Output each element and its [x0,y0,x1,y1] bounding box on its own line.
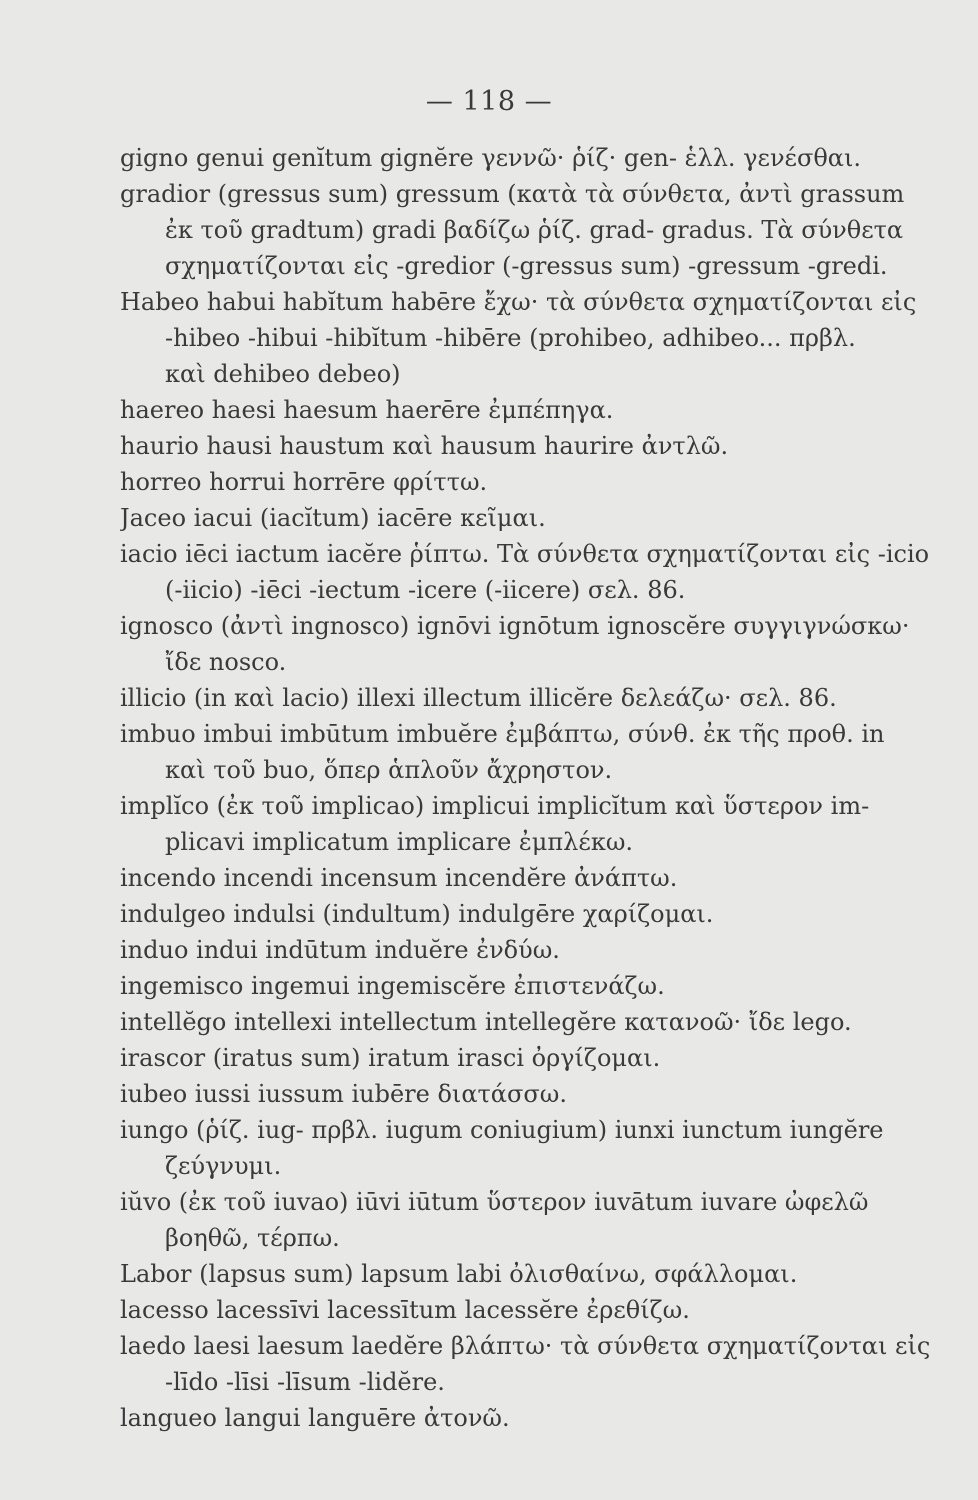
entry-line: gradior (gressus sum) gressum (κατὰ τὰ σύνθετα, ἀντὶ grassum [120,180,905,208]
entry-continuation-line: -līdo -līsi -līsum -lidĕre. [165,1368,445,1396]
entry-line: gigno genui genĭtum gignĕre γεννῶ· ῥίζ· gen- ἑλλ. γενέσθαι. [120,144,862,172]
entry-line: ignosco (ἀντὶ ingnosco) ignōvi ignōtum ignoscĕre συγγιγνώσκω· [120,612,910,640]
entry-line: iacio iēci iactum iacĕre ῥίπτω. Τὰ σύνθετα σχηματίζονται εἰς -icio [120,540,930,568]
entry-continuation-line: ζεύγνυμι. [165,1152,282,1180]
entry-line: illicio (in καὶ lacio) illexi illectum illicĕre δελεάζω· σελ. 86. [120,684,837,712]
entry-line: Jaceo iacui (iacĭtum) iacēre κεῖμαι. [120,504,546,532]
entry-continuation-line: βοηθῶ, τέρπω. [165,1224,340,1252]
entry-continuation-line: ἴδε nosco. [165,648,287,676]
entry-line: induo indui indūtum induĕre ἐνδύω. [120,936,560,964]
entry-continuation-line: καὶ τοῦ buo, ὅπερ ἁπλοῦν ἄχρηστον. [165,756,613,784]
entry-continuation-line: plicavi implicatum implicare ἐμπλέκω. [165,828,634,856]
entry-continuation-line: σχηματίζονται εἰς -gredior (-gressus sum) -gressum -gredi. [165,252,888,280]
entry-line: intellĕgo intellexi intellectum intellegĕre κατανοῶ· ἴδε lego. [120,1008,852,1036]
dictionary-entries [120,140,958,1436]
entry-line: incendo incendi incensum incendĕre ἀνάπτω. [120,864,678,892]
entry-line: laedo laesi laesum laedĕre βλάπτω· τὰ σύνθετα σχηματίζονται εἰς [120,1332,931,1360]
entry-line: ingemisco ingemui ingemiscĕre ἐπιστενάζω. [120,972,665,1000]
entry-line: lacesso lacessīvi lacessītum lacessĕre ἐρεθίζω. [120,1296,690,1324]
entry-line: Habeo habui habĭtum habēre ἔχω· τὰ σύνθετα σχηματίζονται εἰς [120,288,917,316]
entry-line: indulgeo indulsi (indultum) indulgēre χαρίζομαι. [120,900,714,928]
entry-line: langueo langui languēre ἀτονῶ. [120,1404,510,1432]
entry-line: Labor (lapsus sum) lapsum labi ὀλισθαίνω, σφάλλομαι. [120,1260,798,1288]
entry-continuation-line: ἐκ τοῦ gradtum) gradi βαδίζω ῥίζ. grad- gradus. Τὰ σύνθετα [165,216,904,244]
entry-continuation-line: καὶ dehibeo debeo) [165,360,401,388]
entry-line: iubeo iussi iussum iubēre διατάσσω. [120,1080,567,1108]
entry-line: iŭvo (ἐκ τοῦ iuvao) iūvi iūtum ὕστερον iuvātum iuvare ὠφελῶ [120,1188,869,1216]
entry-continuation-line: -hibeo -hibui -hibĭtum -hibēre (prohibeo, adhibeo... πρβλ. [165,324,856,352]
entry-line: irascor (iratus sum) iratum irasci ὀργίζομαι. [120,1044,661,1072]
entry-line: haereo haesi haesum haerēre ἐμπέπηγα. [120,396,614,424]
entry-line: implĭco (ἐκ τοῦ implicao) implicui implicĭtum καὶ ὕστερον im- [120,792,870,820]
entry-line: horreo horrui horrēre φρίττω. [120,468,488,496]
entry-line: imbuo imbui imbūtum imbuĕre ἐμβάπτω, σύνθ. ἐκ τῆς προθ. in [120,720,885,748]
entry-continuation-line: (-iicio) -iēci -iectum -icere (-iicere) σελ. 86. [165,576,686,604]
entry-line: haurio hausi haustum καὶ hausum haurire ἀντλῶ. [120,432,729,460]
entry-line: iungo (ῥίζ. iug- πρβλ. iugum coniugium) iunxi iunctum iungĕre [120,1116,884,1144]
page-number: — 118 — [425,86,553,117]
